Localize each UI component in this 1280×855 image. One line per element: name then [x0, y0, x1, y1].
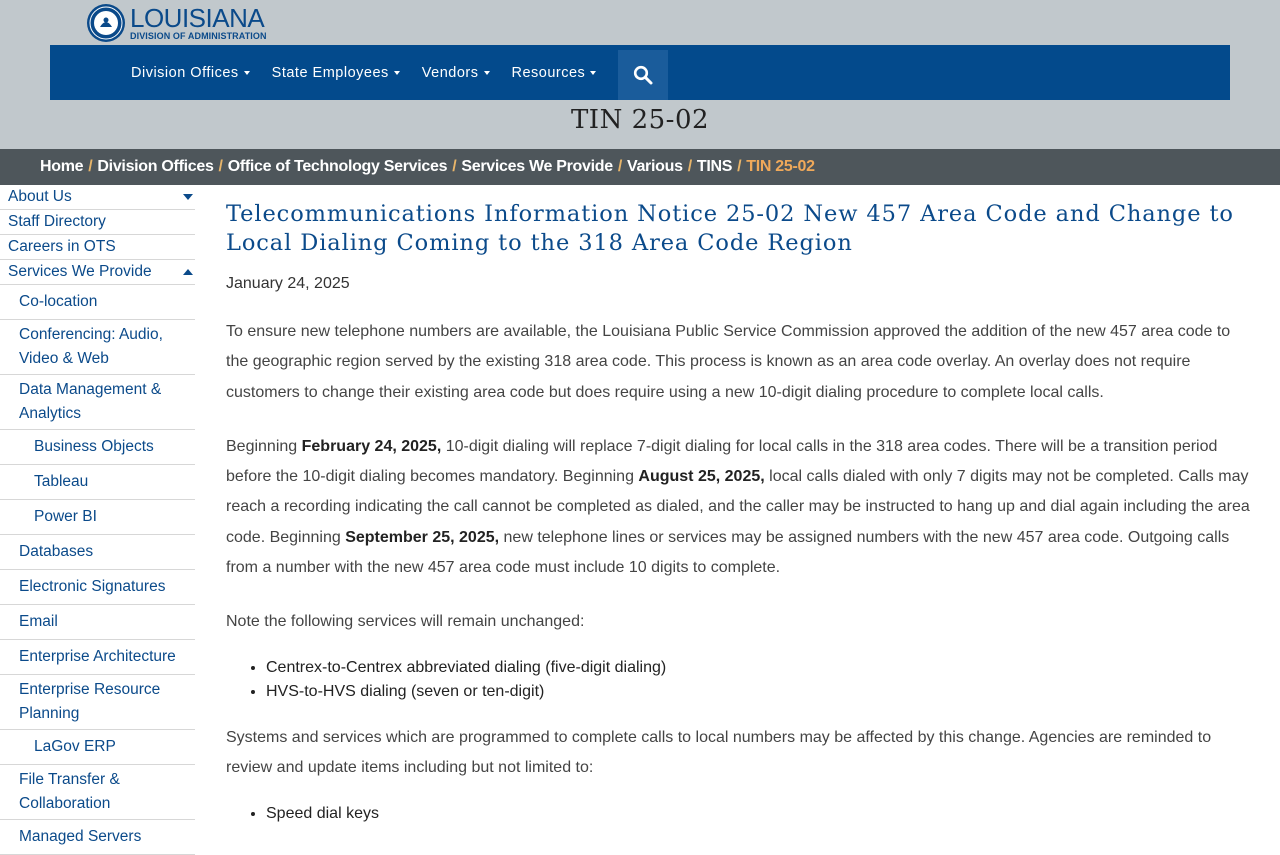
logo-subtitle: DIVISION OF ADMINISTRATION — [130, 31, 267, 41]
nav-resources[interactable] — [512, 65, 597, 81]
list-item: • Speed dial keys — [266, 802, 1256, 826]
breadcrumb — [0, 149, 1280, 185]
sidebar-item-business-objects[interactable]: Business Objects — [0, 430, 195, 465]
caret-down-icon — [590, 71, 596, 75]
nav-state-employees[interactable] — [272, 65, 400, 81]
sidebar-item-erp[interactable]: Enterprise Resource Planning — [0, 675, 195, 730]
breadcrumb-separator: / — [452, 158, 457, 175]
breadcrumb-home[interactable]: Home — [40, 158, 84, 175]
sidebar-nav — [0, 185, 195, 855]
site-header — [0, 0, 1280, 149]
nav-label: State Employees — [271, 64, 389, 81]
louisiana-seal-icon — [86, 3, 126, 43]
caret-down-icon — [244, 71, 250, 75]
sidebar-item-tableau[interactable]: Tableau — [0, 465, 195, 500]
article-title: Telecommunications Information Notice 25-02 New 457 Area Code and Change to Local Dialing Coming to the 318 Area Code Region — [226, 201, 1234, 256]
sidebar-item-email[interactable]: Email — [0, 605, 195, 640]
search-button[interactable] — [618, 50, 668, 100]
breadcrumb-separator: / — [617, 158, 622, 175]
sidebar-item-conferencing[interactable]: Conferencing: Audio, Video & Web — [0, 320, 195, 375]
text: 10-digit dialing will replace 7-digit dialing for local calls in the 318 area codes. There will be a transition period before the 10-digit dialing becomes mandatory. Beginning — [226, 437, 1218, 486]
breadcrumb-tins[interactable]: TINS — [696, 158, 733, 175]
paragraph-dates — [226, 432, 1256, 583]
paragraph-overlay: To ensure new telephone numbers are available, the Louisiana Public Service Commission approved the addition of the new 457 area code to the geographic region served by the existing 318 area code. This process is known as an area code overlay. An overlay does not require customers to change their existing area code but does require using a new 10-digit dialing procedure to complete local calls. — [226, 323, 1231, 401]
breadcrumb-various[interactable]: Various — [626, 158, 683, 175]
sidebar-item-enterprise-architecture[interactable]: Enterprise Architecture — [0, 640, 195, 675]
search-icon — [633, 65, 653, 85]
sidebar-item-label: About Us — [8, 188, 72, 205]
sidebar-item-colocation[interactable]: Co-location — [0, 285, 195, 320]
nav-division-offices[interactable] — [131, 65, 250, 81]
text: new telephone lines or services may be assigned numbers with the new 457 area code. Outgoing calls from a number with the new 457 area code must include 10 digits to complete. — [226, 528, 1230, 577]
sidebar-item-lagov-erp[interactable]: LaGov ERP — [0, 730, 195, 765]
page-title: TIN 25-02 — [570, 105, 710, 135]
main-content — [226, 200, 1256, 826]
sidebar-item-about-us[interactable] — [0, 185, 195, 210]
sidebar-item-power-bi[interactable]: Power BI — [0, 500, 195, 535]
sidebar-item-services[interactable] — [0, 260, 195, 285]
article-date: January 24, 2025 — [226, 275, 350, 292]
caret-down-icon — [484, 71, 490, 75]
text: Beginning — [226, 437, 302, 455]
sidebar-item-data-management[interactable]: Data Management & Analytics — [0, 375, 195, 430]
paragraph-systems: Systems and services which are programmed to complete calls to local numbers may be affected by this change. Agencies are reminded to review and update items including but not limited to: — [226, 728, 1212, 776]
breadcrumb-ots[interactable]: Office of Technology Services — [227, 158, 448, 175]
chevron-up-icon[interactable] — [183, 269, 193, 275]
nav-vendors[interactable] — [422, 65, 490, 81]
sidebar-item-databases[interactable]: Databases — [0, 535, 195, 570]
breadcrumb-separator: / — [88, 158, 93, 175]
date-sep: September 25, 2025, — [345, 528, 500, 546]
breadcrumb-division-offices[interactable]: Division Offices — [97, 158, 214, 175]
nav-label: Vendors — [421, 64, 479, 81]
nav-label: Resources — [511, 64, 586, 81]
breadcrumb-separator: / — [218, 158, 223, 175]
breadcrumb-current: TIN 25-02 — [746, 158, 815, 175]
main-nav — [50, 45, 1230, 100]
sidebar-item-electronic-signatures[interactable]: Electronic Signatures — [0, 570, 195, 605]
sidebar-item-label: Staff Directory — [8, 213, 106, 230]
sidebar-item-careers[interactable] — [0, 235, 195, 260]
caret-down-icon — [394, 71, 400, 75]
breadcrumb-services[interactable]: Services We Provide — [461, 158, 613, 175]
review-items-list — [226, 802, 1256, 826]
chevron-down-icon[interactable] — [183, 194, 193, 200]
breadcrumb-separator: / — [737, 158, 742, 175]
unchanged-services-list — [226, 656, 1256, 704]
breadcrumb-separator: / — [687, 158, 692, 175]
list-item: • HVS-to-HVS dialing (seven or ten-digit) — [266, 680, 1256, 704]
sidebar-item-file-transfer[interactable]: File Transfer & Collaboration — [0, 765, 195, 820]
site-logo[interactable] — [86, 3, 267, 43]
sidebar-item-label: Careers in OTS — [8, 238, 116, 255]
paragraph-unchanged: Note the following services will remain unchanged: — [226, 613, 585, 631]
logo-title: LOUISIANA — [130, 3, 265, 33]
date-feb: February 24, 2025, — [301, 437, 442, 455]
date-aug: August 25, 2025, — [638, 468, 765, 486]
text: local calls dialed with only 7 digits may not be completed. Calls may reach a recording indicating the call cannot be completed as dialed, and the caller may be instructed to hang up and dial again including the area code. Beginning — [226, 468, 1250, 546]
sidebar-item-managed-servers[interactable]: Managed Servers — [0, 820, 195, 855]
list-item: • Centrex-to-Centrex abbreviated dialing (five-digit dialing) — [266, 656, 1256, 680]
nav-label: Division Offices — [131, 64, 239, 81]
sidebar-item-staff-directory[interactable] — [0, 210, 195, 235]
sidebar-item-label: Services We Provide — [8, 263, 152, 280]
